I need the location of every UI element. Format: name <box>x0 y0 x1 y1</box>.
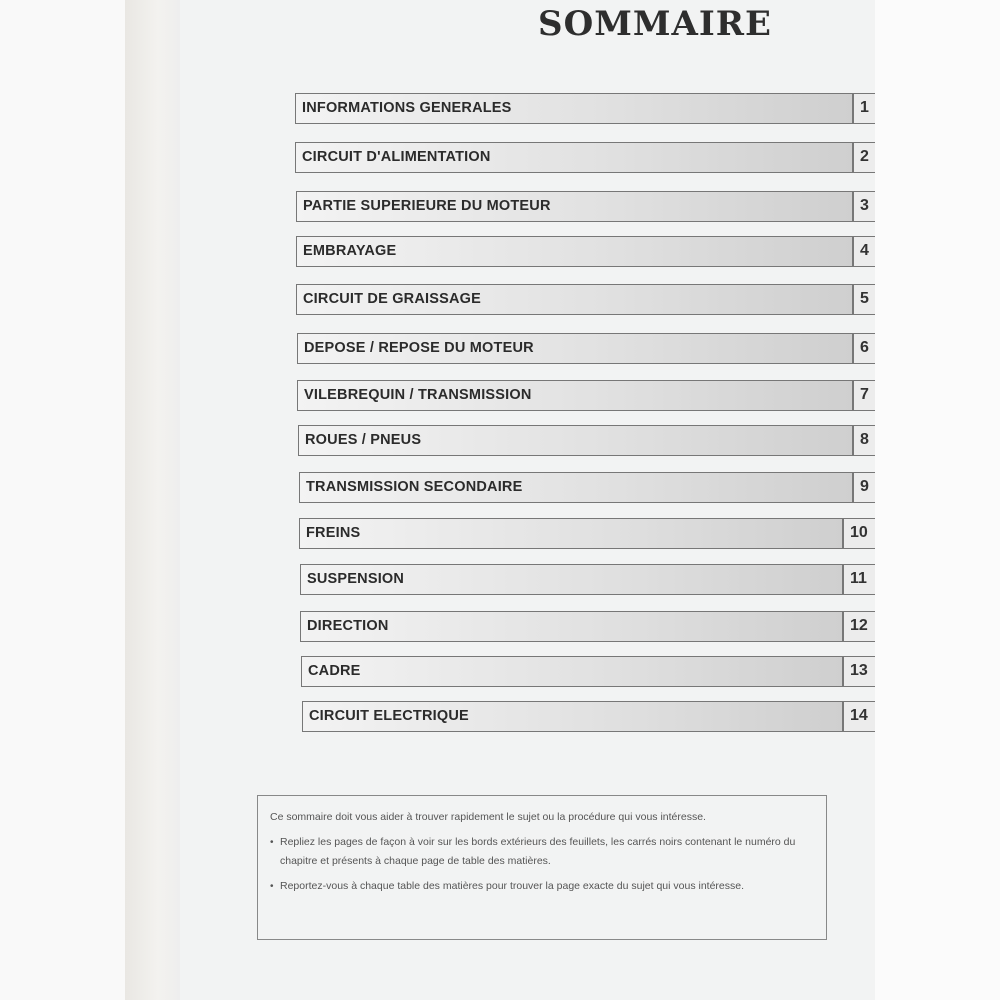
chapter-row[interactable] <box>295 93 853 124</box>
chapter-row[interactable] <box>299 472 853 503</box>
chapter-number[interactable]: 4 <box>853 236 875 267</box>
bullet-icon: • <box>270 881 274 892</box>
instruction-item <box>270 833 826 877</box>
chapter-number[interactable]: 1 <box>853 93 875 124</box>
chapter-number[interactable]: 6 <box>853 333 875 364</box>
instruction-text: Repliez les pages de façon à voir sur les bords extérieurs des feuillets, les carrés noirs contenant le numéro du chapitre et présents à chaque page de table des matières. <box>280 836 796 867</box>
chapter-row[interactable] <box>297 333 853 364</box>
chapter-label: DIRECTION <box>307 618 389 634</box>
chapter-row[interactable] <box>299 518 843 549</box>
chapter-label: DEPOSE / REPOSE DU MOTEUR <box>304 340 534 356</box>
chapter-row[interactable] <box>301 656 843 687</box>
chapter-label: CIRCUIT ELECTRIQUE <box>309 708 469 724</box>
chapter-row[interactable] <box>296 236 853 267</box>
chapter-label: CIRCUIT DE GRAISSAGE <box>303 291 482 307</box>
chapter-row[interactable] <box>300 611 843 642</box>
chapter-number[interactable]: 7 <box>853 380 875 411</box>
chapter-label: SUSPENSION <box>307 571 405 587</box>
chapter-number[interactable]: 14 <box>843 701 875 732</box>
chapter-label: ROUES / PNEUS <box>305 432 422 448</box>
chapter-number[interactable]: 13 <box>843 656 875 687</box>
chapter-row[interactable] <box>295 142 853 173</box>
chapter-label: INFORMATIONS GENERALES <box>302 100 512 116</box>
chapter-row[interactable] <box>302 701 843 732</box>
chapter-number[interactable]: 5 <box>853 284 875 315</box>
chapter-label: CADRE <box>308 663 361 679</box>
document-page <box>180 0 875 1000</box>
chapter-row[interactable] <box>297 380 853 411</box>
chapter-number[interactable]: 11 <box>843 564 875 595</box>
instructions-box <box>257 795 827 940</box>
background-left <box>0 0 125 1000</box>
chapter-number[interactable]: 2 <box>853 142 875 173</box>
chapter-row[interactable] <box>298 425 853 456</box>
chapter-row[interactable] <box>300 564 843 595</box>
instructions-intro: Ce sommaire doit vous aider à trouver rapidement le sujet ou la procédure qui vous intéresse. <box>270 811 706 823</box>
chapter-label: TRANSMISSION SECONDAIRE <box>306 479 523 495</box>
instruction-item <box>270 877 826 902</box>
chapter-label: FREINS <box>306 525 361 541</box>
chapter-label: CIRCUIT D'ALIMENTATION <box>302 149 491 165</box>
page-title: SOMMAIRE <box>538 4 772 44</box>
chapter-label: EMBRAYAGE <box>303 243 397 259</box>
chapter-number[interactable]: 3 <box>853 191 875 222</box>
chapter-label: VILEBREQUIN / TRANSMISSION <box>304 387 532 403</box>
chapter-number[interactable]: 10 <box>843 518 875 549</box>
background-binding <box>125 0 180 1000</box>
chapter-number[interactable]: 8 <box>853 425 875 456</box>
background-right <box>875 0 1000 1000</box>
chapter-number[interactable]: 9 <box>853 472 875 503</box>
chapter-row[interactable] <box>296 191 853 222</box>
bullet-icon: • <box>270 837 274 848</box>
chapter-row[interactable] <box>296 284 853 315</box>
chapter-number[interactable]: 12 <box>843 611 875 642</box>
instruction-text: Reportez-vous à chaque table des matières pour trouver la page exacte du sujet qui vous intéresse. <box>280 880 745 892</box>
chapter-label: PARTIE SUPERIEURE DU MOTEUR <box>303 198 551 214</box>
